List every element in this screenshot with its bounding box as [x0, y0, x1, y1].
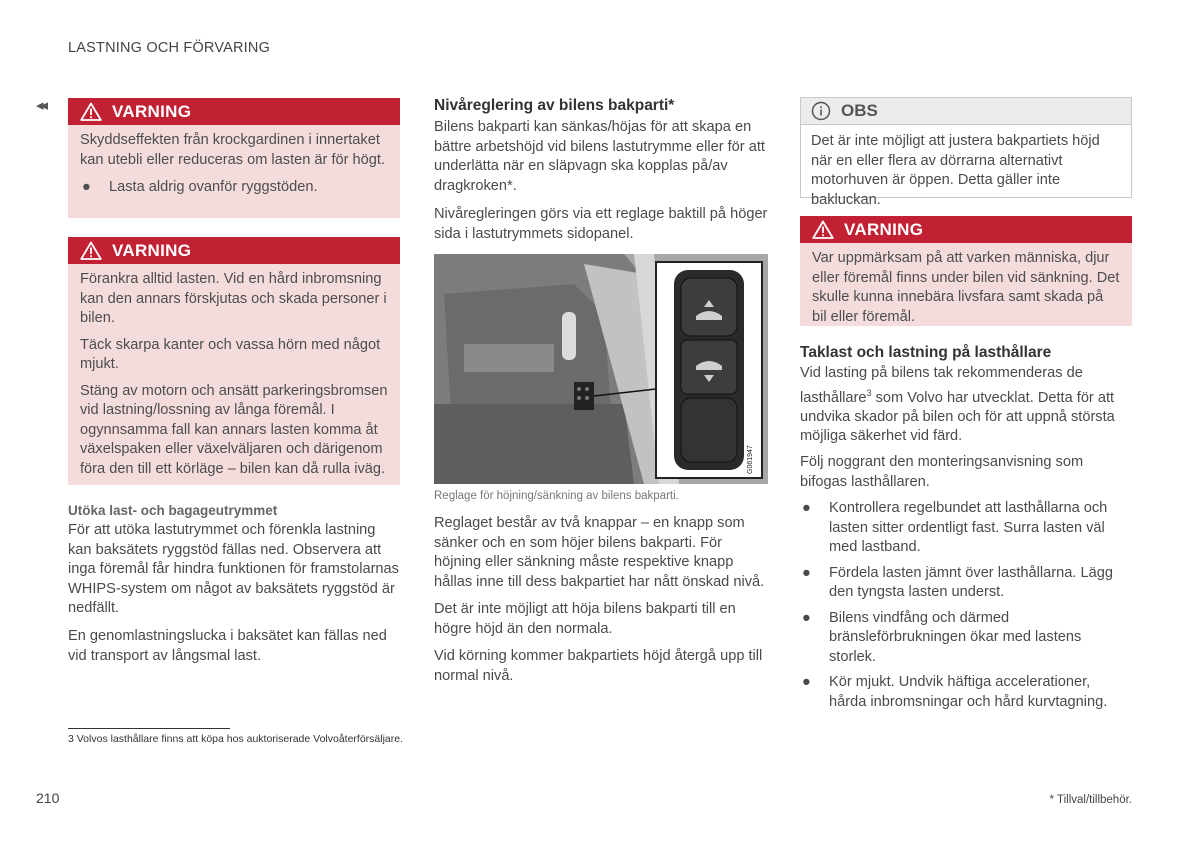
option-note: * Tillval/tillbehör. [1049, 794, 1132, 806]
bullet-list [800, 499, 1130, 712]
subheading: Utöka last- och bagageutrymmet [68, 503, 278, 518]
footnote-number: 3 [68, 733, 74, 745]
warning-triangle-icon [80, 102, 102, 121]
footnote-ref[interactable]: 3 [866, 387, 872, 398]
warning-text: Skyddseffekten från krockgardinen i innertaket kan utebli eller reduceras om lasten är för högt. [80, 132, 386, 168]
warning-box-3 [800, 216, 1132, 326]
warning-triangle-icon [80, 241, 102, 260]
warning-text: Täck skarpa kanter och vassa hörn med något mjukt. [80, 336, 381, 372]
list-item [800, 564, 1130, 603]
body-paragraph: Reglaget består av två knappar – en knapp som sänker och en som höjer bilens bakparti. För höjning eller sänkning måste respektive knapp hållas inne till dess bakpartiet har nått önskad nivå. [434, 515, 765, 590]
obs-header [801, 98, 1131, 125]
body-paragraph: En genomlastningslucka i baksätet kan fällas ned vid transport av långsmal last. [68, 628, 387, 664]
obs-note-box [800, 97, 1132, 208]
back-arrows-icon[interactable]: ◂◂ [36, 97, 46, 114]
bullet-dot: ● [802, 609, 811, 626]
warning-triangle-icon [812, 220, 834, 239]
bullet-text: Fördela lasten jämnt över lasthållarna. Lägg den tyngsta lasten underst. [829, 564, 1113, 600]
list-item [800, 609, 1130, 668]
obs-text: Det är inte möjligt att justera bakpartiets höjd när en eller flera av dörrarna alternativt motorhuven är öppen. Detta gäller inte bakluckan. [811, 133, 1100, 208]
bullet-dot: ● [802, 674, 811, 690]
obs-heading: OBS [841, 101, 878, 120]
body-text: Vid lasting på bilens tak rekommenderas de lasthållare [800, 365, 1083, 406]
warning-header [68, 237, 400, 264]
bullet-dot: ● [802, 564, 811, 581]
body-paragraph: Nivåregleringen görs via ett reglage baktill på höger sida i lastutrymmets sidopanel. [434, 206, 768, 242]
bullet-text: Lasta aldrig ovanför ryggstöden. [109, 179, 318, 195]
illustration-rear-level-control [434, 254, 768, 484]
body-paragraph: För att utöka lastutrymmet och förenkla lastning kan baksätets ryggstöd fällas ned. Observera att inga föremål får hindra funktionen för framstolarnas WHIPS-system om något av baksätets ryggstöd är nedfällt. [68, 522, 399, 616]
list-item [800, 673, 1130, 712]
footnote [68, 733, 403, 745]
warning-header [68, 98, 400, 125]
section-heading: Nivåreglering av bilens bakparti* [434, 97, 675, 114]
warning-box-2 [68, 237, 400, 485]
page-number: 210 [36, 790, 60, 806]
section-title: LASTNING OCH FÖRVARING [68, 40, 271, 56]
footnote-divider [68, 728, 230, 729]
warning-text: Stäng av motorn och ansätt parkeringsbromsen vid lastning/lossning av långa föremål. I ogynnsamma fall kan annars lasten komma åt växelspaken eller växelväljaren och därigenom föra den till ett körläge – bilen kan då rulla iväg. [80, 382, 388, 477]
bullet-dot: ● [802, 500, 811, 516]
bullet-text: Bilens vindfång och därmed bränsleförbrukningen ökar med lastens storlek. [829, 609, 1082, 665]
body-paragraph: Följ noggrant den monteringsanvisning som bifogas lasthållaren. [800, 454, 1084, 490]
warning-text: Förankra alltid lasten. Vid en hård inbromsning kan den annars förskjutas och skada personer i bilen. [80, 271, 387, 326]
warning-box-1 [68, 98, 400, 218]
body-paragraph: Vid körning kommer bakpartiets höjd återgå upp till normal nivå. [434, 648, 763, 684]
body-paragraph [800, 364, 1130, 447]
bullet-text: Kör mjukt. Undvik häftiga accelerationer, hårda inbromsningar och hård kurvtagning. [829, 674, 1108, 710]
info-circle-icon [811, 101, 831, 121]
warning-heading: VARNING [112, 240, 192, 260]
bullet-dot: ● [82, 179, 91, 195]
warning-header [800, 216, 1132, 243]
footnote-text: Volvos lasthållare finns att köpa hos auktoriserade Volvoåterförsäljare. [73, 733, 404, 745]
section-heading: Taklast och lastning på lasthållare [800, 344, 1052, 361]
warning-heading: VARNING [112, 101, 192, 121]
list-item [800, 499, 1130, 558]
list-item [80, 178, 388, 198]
body-paragraph: Det är inte möjligt att höja bilens bakparti till en högre höjd än den normala. [434, 601, 736, 637]
image-code: G061947 [747, 445, 754, 474]
bullet-text: Kontrollera regelbundet att lasthållarna och lasten sitter ordentligt fast. Surra lasten väl med lastband. [829, 500, 1108, 555]
body-text: som Volvo har utvecklat. Detta för att undvika skador på bilen och för att uppnå största möjliga säkerhet vid färd. [800, 389, 1115, 445]
warning-text: Var uppmärksam på att varken människa, djur eller föremål finns under bilen vid sänkning. Det skulle kunna innebära livsfara samt skada på bil eller föremål. [812, 250, 1120, 325]
body-paragraph: Bilens bakparti kan sänkas/höjas för att skapa en bättre arbetshöjd vid bilens lastutrymme eller för att underlätta när en släpvagn ska kopplas på/av dragkroken*. [434, 119, 765, 194]
warning-heading: VARNING [844, 219, 924, 239]
image-caption: Reglage för höjning/sänkning av bilens bakparti. [434, 490, 679, 502]
